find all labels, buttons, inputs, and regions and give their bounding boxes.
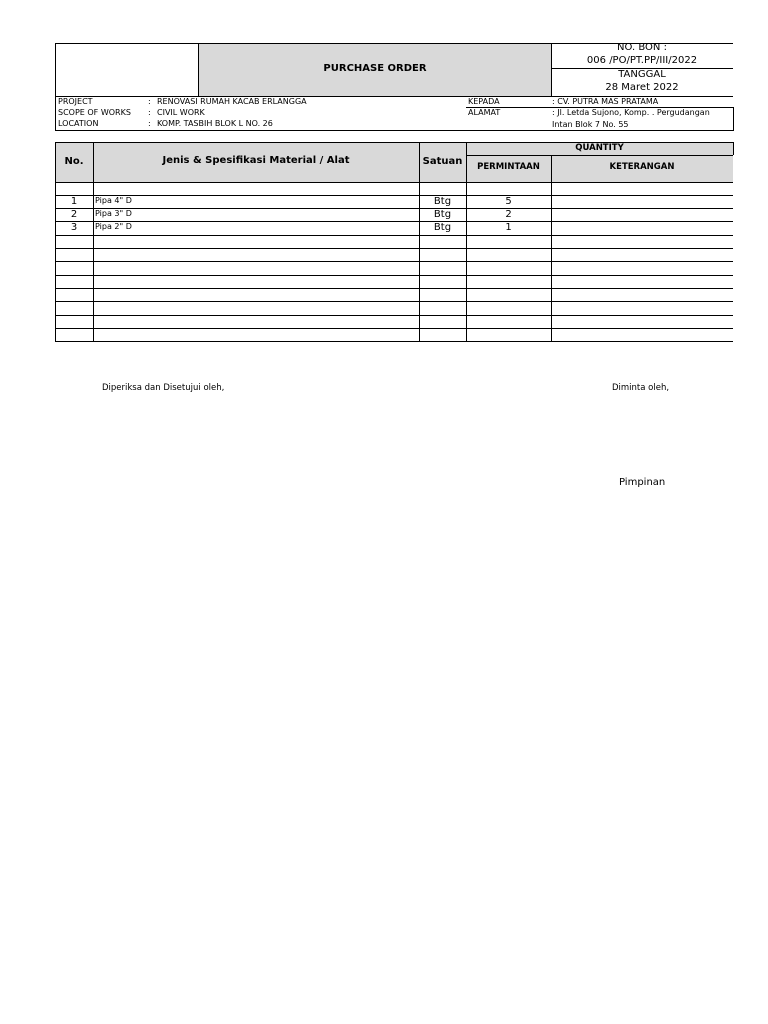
alamat-value-line2: Intan Blok 7 No. 55 [552,120,629,129]
document-title: PURCHASE ORDER [323,63,427,74]
row-number: 3 [70,222,78,233]
scope-label: SCOPE OF WORKS [58,108,131,117]
bon-number: 006 /PO/PT.PP/III/2022 [586,55,698,66]
row-item: Pipa 4" D [95,196,132,205]
scope-colon: : [148,108,151,117]
row-unit: Btg [433,196,452,207]
project-label: PROJECT [58,97,93,106]
project-colon: : [148,97,151,106]
col-jenis-header: Jenis & Spesifikasi Material / Alat [162,155,350,166]
row-item: Pipa 3" D [95,209,132,218]
row-qty: 1 [505,222,512,233]
col-no-header: No. [64,156,84,167]
row-unit: Btg [433,209,452,220]
location-colon: : [148,119,151,128]
col-quantity-header: QUANTITY [575,143,624,153]
row-qty: 5 [505,196,512,207]
signatory-title: Pimpinan [619,477,666,488]
date-label: TANGGAL [618,69,666,80]
col-satuan-header: Satuan [422,156,463,167]
col-permintaan-header: PERMINTAAN [477,162,540,172]
location-label: LOCATION [58,119,99,128]
project-value: RENOVASI RUMAH KACAB ERLANGGA [157,97,307,106]
kepada-label: KEPADA [468,97,500,106]
row-unit: Btg [433,222,452,233]
checked-by-label: Diperiksa dan Disetujui oleh, [102,383,225,393]
requested-by-label: Diminta oleh, [612,383,670,393]
col-keterangan-header: KETERANGAN [609,162,675,172]
row-number: 2 [70,209,78,220]
bon-label: NO. BON : [617,42,667,53]
row-item: Pipa 2" D [95,222,132,231]
location-value: KOMP. TASBIH BLOK L NO. 26 [157,119,273,128]
row-qty: 2 [505,209,512,220]
date-value: 28 Maret 2022 [605,82,679,93]
row-number: 1 [70,196,78,207]
alamat-value-line1: : Jl. Letda Sujono, Komp. . Pergudangan [552,108,710,117]
scope-value: CIVIL WORK [157,108,205,117]
alamat-label: ALAMAT [468,108,501,117]
kepada-value: : CV. PUTRA MAS PRATAMA [552,97,659,106]
